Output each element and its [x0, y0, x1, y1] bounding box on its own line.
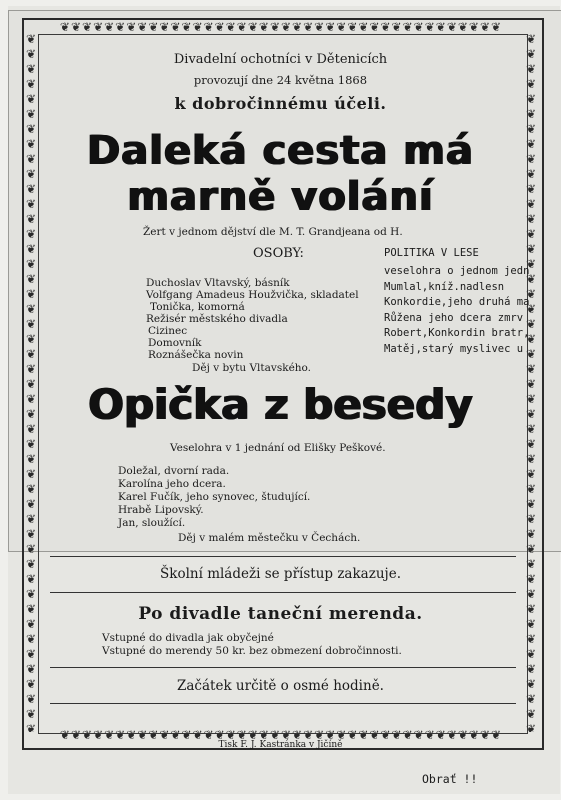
cast-member: Cizinec: [148, 325, 188, 337]
play1-title-line2: marně volání: [127, 174, 434, 220]
cast-member: veselohra o jednom jedn: [384, 265, 530, 277]
play2-title: Opička z besedy: [88, 380, 473, 429]
cast-member: Karolína jeho dcera.: [118, 478, 226, 490]
date-line: provozují dne 24 května 1868: [193, 73, 368, 87]
school-notice: Školní mládeži se přístup zakazuje.: [160, 566, 401, 582]
cast-member: Domovník: [148, 337, 202, 349]
cast-member: Robert,Konkordin bratr,: [384, 327, 530, 339]
fleuron-border-bottom-icon: ❦❦❦❦❦❦❦❦❦❦❦❦❦❦❦❦❦❦❦❦❦❦❦❦❦❦❦❦❦❦❦❦❦❦❦❦❦❦❦❦: [59, 728, 503, 742]
overlay-title: POLITIKA V LESE: [384, 247, 479, 259]
dance-admission-theatre: Vstupné do divadla jak obyčejné: [102, 632, 274, 644]
divider: [50, 667, 516, 668]
cast-member: Roznášečka novin: [148, 349, 244, 361]
cast-heading: OSOBY:: [253, 246, 304, 261]
divider: [50, 703, 516, 704]
play2-setting: Děj v malém městečku v Čechách.: [178, 532, 361, 544]
cast-member: Jan, sloužící.: [118, 517, 186, 529]
play1-title-line1: Daleká cesta má: [87, 128, 474, 174]
start-time: Začátek určitě o osmé hodině.: [177, 678, 384, 694]
dance-admission-merenda: Vstupné do merendy 50 kr. bez obmezení dobročinnosti.: [102, 645, 402, 657]
fleuron-border-top-icon: ❦❦❦❦❦❦❦❦❦❦❦❦❦❦❦❦❦❦❦❦❦❦❦❦❦❦❦❦❦❦❦❦❦❦❦❦❦❦❦❦: [59, 20, 503, 34]
fleuron-border-right-icon: ❦❦❦❦❦❦❦❦❦❦❦❦❦❦❦❦❦❦❦❦❦❦❦❦❦❦❦❦❦❦❦❦❦❦❦❦❦❦❦❦❦❦❦❦❦❦❦: [525, 32, 537, 732]
cast-member: Tonička, komorná: [150, 301, 245, 313]
divider: [50, 592, 516, 593]
turn-over-note: Obrať !!: [422, 772, 478, 786]
cast-member: Doležal, dvorní rada.: [118, 465, 230, 477]
cast-member: Duchoslav Vltavský, básník: [146, 277, 290, 289]
cast-member: Mumlal,kníž.nadlesn: [384, 280, 505, 293]
purpose-line: k dobročinnému účeli.: [174, 94, 387, 113]
cast-member: Matěj,starý myslivec u: [384, 342, 524, 355]
play1-setting: Děj v bytu Vltavského.: [192, 362, 312, 374]
cast-member: Růžena jeho dcera zmrv: [384, 311, 524, 324]
cast-member: Hrabě Lipovský.: [118, 504, 204, 516]
play2-subtitle: Veselohra v 1 jednání od Elišky Peškové.: [170, 442, 386, 454]
divider: [50, 556, 516, 557]
fleuron-border-left-icon: ❦❦❦❦❦❦❦❦❦❦❦❦❦❦❦❦❦❦❦❦❦❦❦❦❦❦❦❦❦❦❦❦❦❦❦❦❦❦❦❦❦❦❦❦❦❦❦: [25, 32, 37, 732]
organizer-line: Divadelní ochotníci v Dětenicích: [173, 52, 388, 67]
dance-title: Po divadle taneční merenda.: [138, 604, 423, 624]
cast-member: Konkordie,jeho druhá ma: [384, 296, 530, 308]
cast-member: Karel Fučík, jeho synovec, študující.: [118, 491, 311, 503]
cast-member: Volfgang Amadeus Houžvička, skladatel: [146, 289, 359, 301]
cast-member: Režisér městského divadla: [146, 313, 288, 325]
printer-imprint: Tisk F. J. Kastránka v Jičíně: [218, 740, 343, 750]
play1-subtitle: Žert v jednom dějství dle M. T. Grandjeana od H.: [143, 226, 403, 238]
